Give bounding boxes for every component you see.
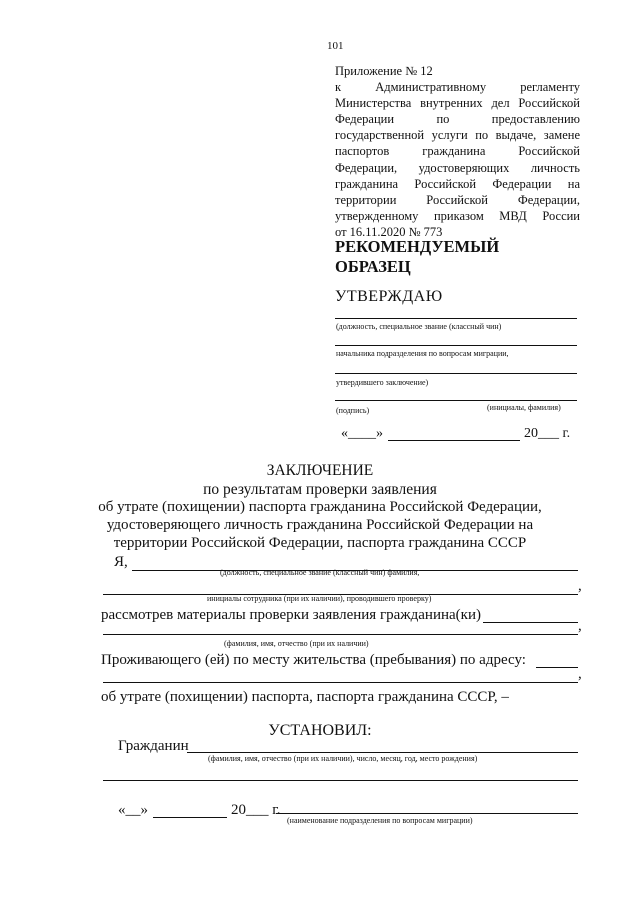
conclusion-line-3: удостоверяющего личность гражданина Российской Федерации на: [106, 517, 534, 533]
approve-caption-position: (должность, специальное звание (классный чин): [336, 322, 502, 331]
appendix-line: Министерства внутренних дел Российской: [335, 96, 580, 111]
conclusion-line-4: территории Российской Федерации, паспорта гражданина СССР: [113, 535, 527, 551]
approve-caption-initials: (инициалы, фамилия): [487, 403, 561, 412]
loss-text: об утрате (похищении) паспорта, паспорта гражданина СССР, –: [101, 689, 509, 705]
appendix-line: территории Российской Федерации,: [335, 192, 580, 207]
citizen-label: Гражданин: [118, 738, 189, 754]
appendix-line: Федерации, удостоверяющих личность: [335, 160, 580, 175]
approve-date-month-line: [388, 440, 520, 441]
approve-position-line: [335, 318, 577, 319]
approve-approved-line: [335, 373, 577, 374]
address-line: [103, 682, 578, 683]
appendix-header: [335, 63, 580, 240]
division-line: [276, 813, 578, 814]
comma-2: ,: [578, 618, 582, 634]
approve-date-year: 20___ г.: [524, 426, 571, 441]
reviewed-line: [483, 622, 578, 623]
caption-officer-initials: инициалы сотрудника (при их наличии), проводившего проверку): [207, 594, 432, 603]
appendix-line: Приложение № 12: [335, 64, 433, 78]
caption-division: (наименование подразделения по вопросам миграции): [287, 816, 473, 825]
established-title: УСТАНОВИЛ:: [268, 722, 372, 739]
appendix-line: государственной услуги по выдаче, замене: [335, 128, 580, 143]
established-date-month-line: [153, 817, 227, 818]
appendix-line: к Административному регламенту: [335, 80, 580, 95]
residing-line: [536, 667, 578, 668]
approve-signature-line: [335, 400, 577, 401]
appendix-line: гражданина Российской Федерации на: [335, 176, 580, 191]
appendix-line: паспортов гражданина Российской: [335, 144, 580, 159]
caption-citizen: (фамилия, имя, отчество (при их наличии): [224, 639, 369, 648]
caption-citizen-full: (фамилия, имя, отчество (при их наличии), число, месяц, год, место рождения): [208, 754, 478, 763]
citizen-line: [103, 634, 578, 635]
recommended-sample-label: [335, 237, 499, 277]
residing-text: Проживающего (ей) по месту жительства (пребывания) по адресу:: [101, 652, 526, 668]
appendix-line: Федерации по предоставлению: [335, 112, 580, 127]
caption-officer: (должность, специальное звание (классный чин) фамилия,: [220, 568, 420, 577]
established-date-year: 20___ г.: [231, 802, 281, 818]
approve-chief-line: [335, 345, 577, 346]
approve-caption-signature: (подпись): [336, 406, 370, 415]
approve-caption-approved: утвердившего заключение): [336, 378, 429, 387]
i-label: Я,: [114, 554, 128, 570]
comma-3: ,: [578, 666, 582, 682]
appendix-line: утвержденному приказом МВД России: [335, 208, 580, 223]
sample-line: ОБРАЗЕЦ: [335, 257, 411, 276]
reviewed-text: рассмотрев материалы проверки заявления гражданина(ки): [101, 607, 481, 623]
appendix-line: от 16.11.2020 № 773: [335, 224, 443, 239]
established-date-day: «__»: [118, 802, 148, 818]
comma-1: ,: [578, 578, 582, 594]
approve-title: УТВЕРЖДАЮ: [335, 288, 443, 305]
approve-caption-chief: начальника подразделения по вопросам миграции,: [336, 349, 509, 358]
conclusion-title: ЗАКЛЮЧЕНИЕ: [266, 462, 374, 479]
citizen-continuation-line: [103, 780, 578, 781]
approve-date-day: «____»: [341, 426, 383, 441]
page-number: 101: [327, 40, 344, 52]
citizen-full-line: [187, 752, 578, 753]
conclusion-line-2: об утрате (похищении) паспорта гражданина Российской Федерации,: [98, 499, 542, 515]
conclusion-line-1: по результатам проверки заявления: [203, 481, 437, 498]
recommended-line: РЕКОМЕНДУЕМЫЙ: [335, 237, 500, 256]
